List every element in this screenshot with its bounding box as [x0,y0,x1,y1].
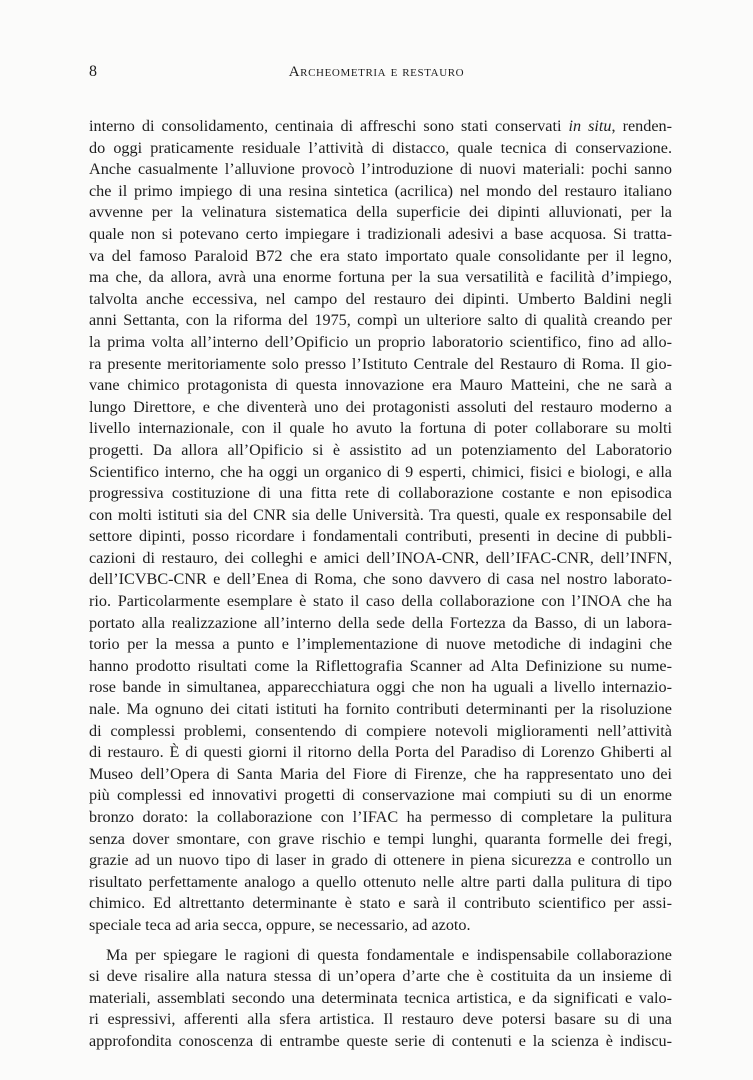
text-line: Scientifico interno, che ha oggi un organico di 9 esperti, chimici, fisici e biologi, e alla [89,462,672,481]
text-line: bronzo dorato: la collaborazione con l’IFAC ha permesso di completare la pulitura [89,808,672,826]
text-line: Anche casualmente l’alluvione provocò l’introduzione di nuovi materiali: pochi sanno [89,160,672,179]
text-line: portato alla realizzazione all’interno della sede della Fortezza da Basso, di un labora- [89,613,672,632]
text-line: livello internazionale, con il quale ho avuto la fortuna di poter collaborare su molti [89,419,672,438]
text-line: quale non si potevano certo impiegare i tradizionali adesivi a base acquosa. Si tratta- [89,224,672,243]
page-number: 8 [89,63,97,80]
text-line: speciale teca ad aria secca, oppure, se necessario, ad azoto. [89,915,471,934]
paragraph-1 [89,116,672,937]
running-head [89,63,664,85]
text-line: interno di consolidamento, centinaia di affreschi sono stati conservati in situ, renden- [89,117,673,135]
body-text [89,116,672,1053]
text-line: dell’ICVBC-CNR e dell’Enea di Roma, che sono davvero di casa nel nostro laborato- [89,570,672,589]
text-line: nale. Ma ognuno dei citati istituti ha fornito contributi determinanti per la risoluzione [89,700,672,719]
paragraph-gap [89,937,672,945]
text-line: Museo dell’Opera di Santa Maria del Fiore di Firenze, che ha rappresentato uno dei [89,764,672,783]
text-line: ma che, da allora, avrà una enorme fortuna per la sua versatilità e facilità d’impiego, [89,268,672,287]
text-line: va del famoso Paraloid B72 che era stato importato quale consolidante per il legno, [89,246,672,265]
italic-term: in situ [568,117,612,135]
text-line: materiali, assemblati secondo una determinata tecnica artistica, e da significati e valo- [89,988,672,1007]
text-line: anni Settanta, con la riforma del 1975, compì un ulteriore salto di qualità creando per [89,311,672,330]
text-line: rio. Particolarmente esemplare è stato il caso della collaborazione con l’INOA che ha [89,592,672,611]
text-line: cazioni di restauro, dei colleghi e amici dell’INOA-CNR, dell’IFAC-CNR, dell’INFN, [89,548,672,567]
text-line: Ma per spiegare le ragioni di questa fondamentale e indispensabile collaborazione [106,945,672,964]
text-line: di complessi problemi, consentendo di compiere notevoli miglioramenti nell’attività [89,721,672,740]
text-line: con molti istituti sia del CNR sia delle Università. Tra questi, quale ex responsabile del [89,505,672,524]
text-line: ri espressivi, afferenti alla sfera artistica. Il restauro deve potersi basare su di una [89,1010,672,1029]
paragraph-2 [89,945,672,1053]
text-line: si deve risalire alla natura stessa di un’opera d’arte che è costituita da un insieme di [89,967,672,986]
text-line: vane chimico protagonista di questa innovazione era Mauro Matteini, che ne sarà a [89,376,672,395]
text-line: torio per la messa a punto e l’implementazione di nuove metodiche di indagini che [89,635,672,654]
text-line: ra presente meritoriamente solo presso l’Istituto Centrale del Restauro di Roma. Il gio- [89,354,672,373]
text-line: progressiva costituzione di una fitta rete di collaborazione costante e non episodica [89,484,672,503]
running-title: Archeometria e restauro [288,64,465,80]
text-line: avvenne per la velinatura sistematica della superficie dei dipinti alluvionati, per la [89,203,672,222]
text-line: risultato perfettamente analogo a quello ottenuto nelle altre parti dalla pulitura di tipo [89,872,672,891]
text-line: grazie ad un nuovo tipo di laser in grado di ottenere in piena sicurezza e controllo un [89,851,672,870]
text-line: approfondita conoscenza di entrambe queste serie di contenuti e la scienza è indiscu- [89,1031,672,1050]
text-line: che il primo impiego di una resina sintetica (acrilica) nel mondo del restauro italiano [89,181,672,200]
text-line: senza dover smontare, con grave rischio e tempi lunghi, quaranta formelle dei fregi, [89,829,672,848]
text-line: settore dipinti, posso ricordare i fondamentali contributi, presenti in decine di pubbli- [89,527,672,546]
text-line: lungo Direttore, e che diventerà uno dei protagonisti assoluti del restauro moderno a [89,397,672,416]
text-line: rose bande in simultanea, apparecchiatura oggi che non ha uguali a livello internazio- [89,678,672,697]
text-line: di restauro. È di questi giorni il ritorno della Porta del Paradiso di Lorenzo Ghiberti al [89,743,672,762]
text-line: talvolta anche eccessiva, nel campo del restauro dei dipinti. Umberto Baldini negli [89,289,672,308]
text-line: hanno prodotto risultati come la Riflettografia Scanner ad Alta Definizione su nume- [89,656,672,675]
text-line: do oggi praticamente residuale l’attività di distacco, quale tecnica di conservazione. [89,138,672,157]
text-line: più complessi ed innovativi progetti di conservazione mai compiuti su di un enorme [89,786,672,805]
text-line: la prima volta all’interno dell’Opificio un proprio laboratorio scientifico, fino ad allo- [89,332,672,351]
text-line: chimico. Ed altrettanto determinante è stato e sarà il contributo scientifico per assi- [89,894,672,913]
text-line: progetti. Da allora all’Opificio si è assistito ad un potenziamento del Laboratorio [89,440,672,459]
